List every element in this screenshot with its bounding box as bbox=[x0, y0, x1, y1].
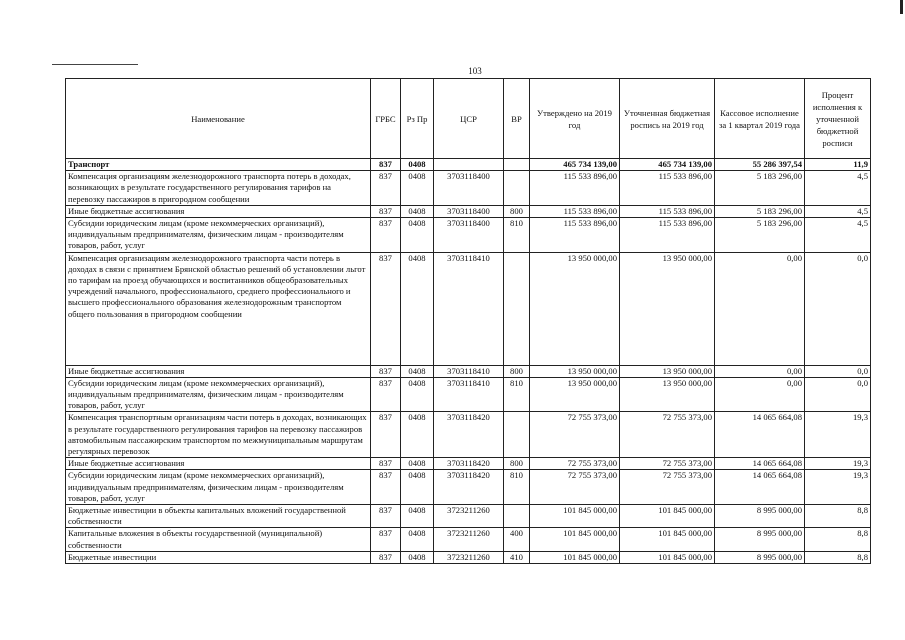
cell-percent: 0,0 bbox=[805, 365, 871, 377]
cell-grbs: 837 bbox=[371, 528, 401, 551]
cell-grbs: 837 bbox=[371, 505, 401, 528]
cell-cash: 55 286 397,54 bbox=[715, 159, 805, 171]
cell-percent: 4,5 bbox=[805, 205, 871, 217]
cell-rzpr: 0408 bbox=[401, 470, 434, 505]
cell-vr bbox=[504, 252, 530, 365]
cell-csr: 3703118400 bbox=[434, 205, 504, 217]
cell-rzpr: 0408 bbox=[401, 458, 434, 470]
cell-name: Субсидии юридическим лицам (кроме некоммерческих организаций), индивидуальным предпринимателям, физическим лицам - производителям товаров, работ, услуг bbox=[66, 377, 371, 412]
cell-approved: 115 533 896,00 bbox=[530, 218, 620, 253]
cell-csr: 3703118410 bbox=[434, 365, 504, 377]
cell-cash: 8 995 000,00 bbox=[715, 551, 805, 563]
table-row bbox=[66, 365, 871, 377]
cell-approved: 101 845 000,00 bbox=[530, 528, 620, 551]
cell-grbs: 837 bbox=[371, 551, 401, 563]
cell-csr: 3703118400 bbox=[434, 171, 504, 206]
cell-grbs: 837 bbox=[371, 205, 401, 217]
cell-csr: 3703118410 bbox=[434, 377, 504, 412]
cell-vr bbox=[504, 412, 530, 458]
cell-refined: 465 734 139,00 bbox=[620, 159, 715, 171]
cell-approved: 101 845 000,00 bbox=[530, 551, 620, 563]
cell-refined: 101 845 000,00 bbox=[620, 528, 715, 551]
cell-approved: 115 533 896,00 bbox=[530, 171, 620, 206]
cell-vr: 410 bbox=[504, 551, 530, 563]
table-row bbox=[66, 171, 871, 206]
cell-csr: 3703118400 bbox=[434, 218, 504, 253]
table-row bbox=[66, 505, 871, 528]
table-row bbox=[66, 412, 871, 458]
cell-name: Транспорт bbox=[66, 159, 371, 171]
cell-refined: 101 845 000,00 bbox=[620, 551, 715, 563]
cell-name: Субсидии юридическим лицам (кроме некоммерческих организаций), индивидуальным предпринимателям, физическим лицам - производителям товаров, работ, услуг bbox=[66, 470, 371, 505]
cell-percent: 19,3 bbox=[805, 458, 871, 470]
cell-name: Иные бюджетные ассигнования bbox=[66, 365, 371, 377]
cell-csr: 3703118420 bbox=[434, 470, 504, 505]
cell-refined: 72 755 373,00 bbox=[620, 458, 715, 470]
cell-approved: 72 755 373,00 bbox=[530, 470, 620, 505]
header-cash: Кассовое исполнение за 1 квартал 2019 года bbox=[715, 79, 805, 159]
cell-approved: 101 845 000,00 bbox=[530, 505, 620, 528]
budget-table bbox=[65, 78, 871, 564]
cell-approved: 13 950 000,00 bbox=[530, 377, 620, 412]
cell-grbs: 837 bbox=[371, 377, 401, 412]
cell-rzpr: 0408 bbox=[401, 528, 434, 551]
cell-cash: 14 065 664,08 bbox=[715, 458, 805, 470]
cell-csr: 3703118420 bbox=[434, 458, 504, 470]
cell-percent: 0,0 bbox=[805, 377, 871, 412]
page-number: 103 bbox=[468, 66, 482, 76]
cell-approved: 115 533 896,00 bbox=[530, 205, 620, 217]
cell-csr: 3703118410 bbox=[434, 252, 504, 365]
cell-refined: 13 950 000,00 bbox=[620, 365, 715, 377]
table-row bbox=[66, 159, 871, 171]
cell-refined: 115 533 896,00 bbox=[620, 218, 715, 253]
cell-cash: 0,00 bbox=[715, 252, 805, 365]
cell-csr: 3723211260 bbox=[434, 505, 504, 528]
cell-grbs: 837 bbox=[371, 171, 401, 206]
cell-grbs: 837 bbox=[371, 159, 401, 171]
cell-approved: 72 755 373,00 bbox=[530, 458, 620, 470]
cell-name: Капитальные вложения в объекты государственной (муниципальной) собственности bbox=[66, 528, 371, 551]
header-grbs: ГРБС bbox=[371, 79, 401, 159]
cell-rzpr: 0408 bbox=[401, 551, 434, 563]
cell-percent: 8,8 bbox=[805, 528, 871, 551]
cell-refined: 13 950 000,00 bbox=[620, 252, 715, 365]
cell-cash: 5 183 296,00 bbox=[715, 218, 805, 253]
cell-grbs: 837 bbox=[371, 470, 401, 505]
cell-percent: 0,0 bbox=[805, 252, 871, 365]
cell-vr bbox=[504, 171, 530, 206]
cell-rzpr: 0408 bbox=[401, 159, 434, 171]
cell-vr: 810 bbox=[504, 377, 530, 412]
header-row bbox=[66, 79, 871, 159]
cell-vr: 400 bbox=[504, 528, 530, 551]
cell-name: Компенсация организациям железнодорожного транспорта потерь в доходах, возникающих в результате государственного регулирования тарифов на перевозку пассажиров в пригородном сообщении bbox=[66, 171, 371, 206]
table-row bbox=[66, 551, 871, 563]
cell-approved: 72 755 373,00 bbox=[530, 412, 620, 458]
cell-vr: 800 bbox=[504, 365, 530, 377]
cell-name: Иные бюджетные ассигнования bbox=[66, 458, 371, 470]
header-name: Наименование bbox=[66, 79, 371, 159]
cell-approved: 465 734 139,00 bbox=[530, 159, 620, 171]
cell-name: Иные бюджетные ассигнования bbox=[66, 205, 371, 217]
header-percent: Процент исполнения к уточненной бюджетной росписи bbox=[805, 79, 871, 159]
cell-name: Компенсация транспортным организациям части потерь в доходах, возникающих в результате государственного регулирования тарифов на перевозку пассажиров автомобильным пассажирским транспортом по межмуниципальным маршрутам регулярных перевозок bbox=[66, 412, 371, 458]
cell-rzpr: 0408 bbox=[401, 252, 434, 365]
cell-grbs: 837 bbox=[371, 365, 401, 377]
cell-refined: 115 533 896,00 bbox=[620, 205, 715, 217]
table-row bbox=[66, 458, 871, 470]
header-rule bbox=[52, 64, 138, 65]
cell-vr bbox=[504, 505, 530, 528]
cell-refined: 72 755 373,00 bbox=[620, 470, 715, 505]
cell-refined: 115 533 896,00 bbox=[620, 171, 715, 206]
table-row bbox=[66, 218, 871, 253]
table-row bbox=[66, 470, 871, 505]
cell-csr: 3723211260 bbox=[434, 551, 504, 563]
cell-refined: 13 950 000,00 bbox=[620, 377, 715, 412]
cell-approved: 13 950 000,00 bbox=[530, 252, 620, 365]
cell-rzpr: 0408 bbox=[401, 377, 434, 412]
cell-cash: 8 995 000,00 bbox=[715, 528, 805, 551]
cell-grbs: 837 bbox=[371, 412, 401, 458]
table-body bbox=[66, 159, 871, 564]
cell-rzpr: 0408 bbox=[401, 505, 434, 528]
cell-percent: 4,5 bbox=[805, 171, 871, 206]
cell-cash: 5 183 296,00 bbox=[715, 171, 805, 206]
cell-name: Бюджетные инвестиции в объекты капитальных вложений государственной собственности bbox=[66, 505, 371, 528]
cell-name: Компенсация организациям железнодорожного транспорта части потерь в доходах в связи с принятием Брянской областью решений об установлении льгот по тарифам на проезд обучающихся и воспитанников общеобразовательных учреждений начального, профессионального, среднего профессионального и высшего профессионального образования железнодорожным транспортом общего пользования в пригородном сообщении bbox=[66, 252, 371, 365]
cell-grbs: 837 bbox=[371, 252, 401, 365]
cell-vr: 800 bbox=[504, 205, 530, 217]
cell-percent: 8,8 bbox=[805, 551, 871, 563]
cell-percent: 19,3 bbox=[805, 412, 871, 458]
cell-cash: 14 065 664,08 bbox=[715, 470, 805, 505]
cell-cash: 0,00 bbox=[715, 365, 805, 377]
cell-vr bbox=[504, 159, 530, 171]
cell-percent: 11,9 bbox=[805, 159, 871, 171]
cell-cash: 8 995 000,00 bbox=[715, 505, 805, 528]
header-approved: Утверждено на 2019 год bbox=[530, 79, 620, 159]
table-row bbox=[66, 528, 871, 551]
cell-percent: 8,8 bbox=[805, 505, 871, 528]
cell-vr: 800 bbox=[504, 458, 530, 470]
header-rzpr: Рз Пр bbox=[401, 79, 434, 159]
cell-percent: 19,3 bbox=[805, 470, 871, 505]
cell-rzpr: 0408 bbox=[401, 412, 434, 458]
cell-vr: 810 bbox=[504, 218, 530, 253]
cell-cash: 14 065 664,08 bbox=[715, 412, 805, 458]
cell-name: Бюджетные инвестиции bbox=[66, 551, 371, 563]
table-row bbox=[66, 377, 871, 412]
cell-grbs: 837 bbox=[371, 218, 401, 253]
cell-cash: 5 183 296,00 bbox=[715, 205, 805, 217]
cell-cash: 0,00 bbox=[715, 377, 805, 412]
cell-csr: 3723211260 bbox=[434, 528, 504, 551]
table-row bbox=[66, 205, 871, 217]
table-row bbox=[66, 252, 871, 365]
cell-csr: 3703118420 bbox=[434, 412, 504, 458]
cell-rzpr: 0408 bbox=[401, 205, 434, 217]
cell-rzpr: 0408 bbox=[401, 218, 434, 253]
cell-grbs: 837 bbox=[371, 458, 401, 470]
header-csr: ЦСР bbox=[434, 79, 504, 159]
cell-refined: 101 845 000,00 bbox=[620, 505, 715, 528]
cell-rzpr: 0408 bbox=[401, 171, 434, 206]
cell-refined: 72 755 373,00 bbox=[620, 412, 715, 458]
cell-vr: 810 bbox=[504, 470, 530, 505]
cell-rzpr: 0408 bbox=[401, 365, 434, 377]
scan-mark bbox=[900, 0, 903, 14]
cell-approved: 13 950 000,00 bbox=[530, 365, 620, 377]
header-vr: ВР bbox=[504, 79, 530, 159]
cell-percent: 4,5 bbox=[805, 218, 871, 253]
cell-name: Субсидии юридическим лицам (кроме некоммерческих организаций), индивидуальным предпринимателям, физическим лицам - производителям товаров, работ, услуг bbox=[66, 218, 371, 253]
header-refined: Уточненная бюджетная роспись на 2019 год bbox=[620, 79, 715, 159]
cell-csr bbox=[434, 159, 504, 171]
